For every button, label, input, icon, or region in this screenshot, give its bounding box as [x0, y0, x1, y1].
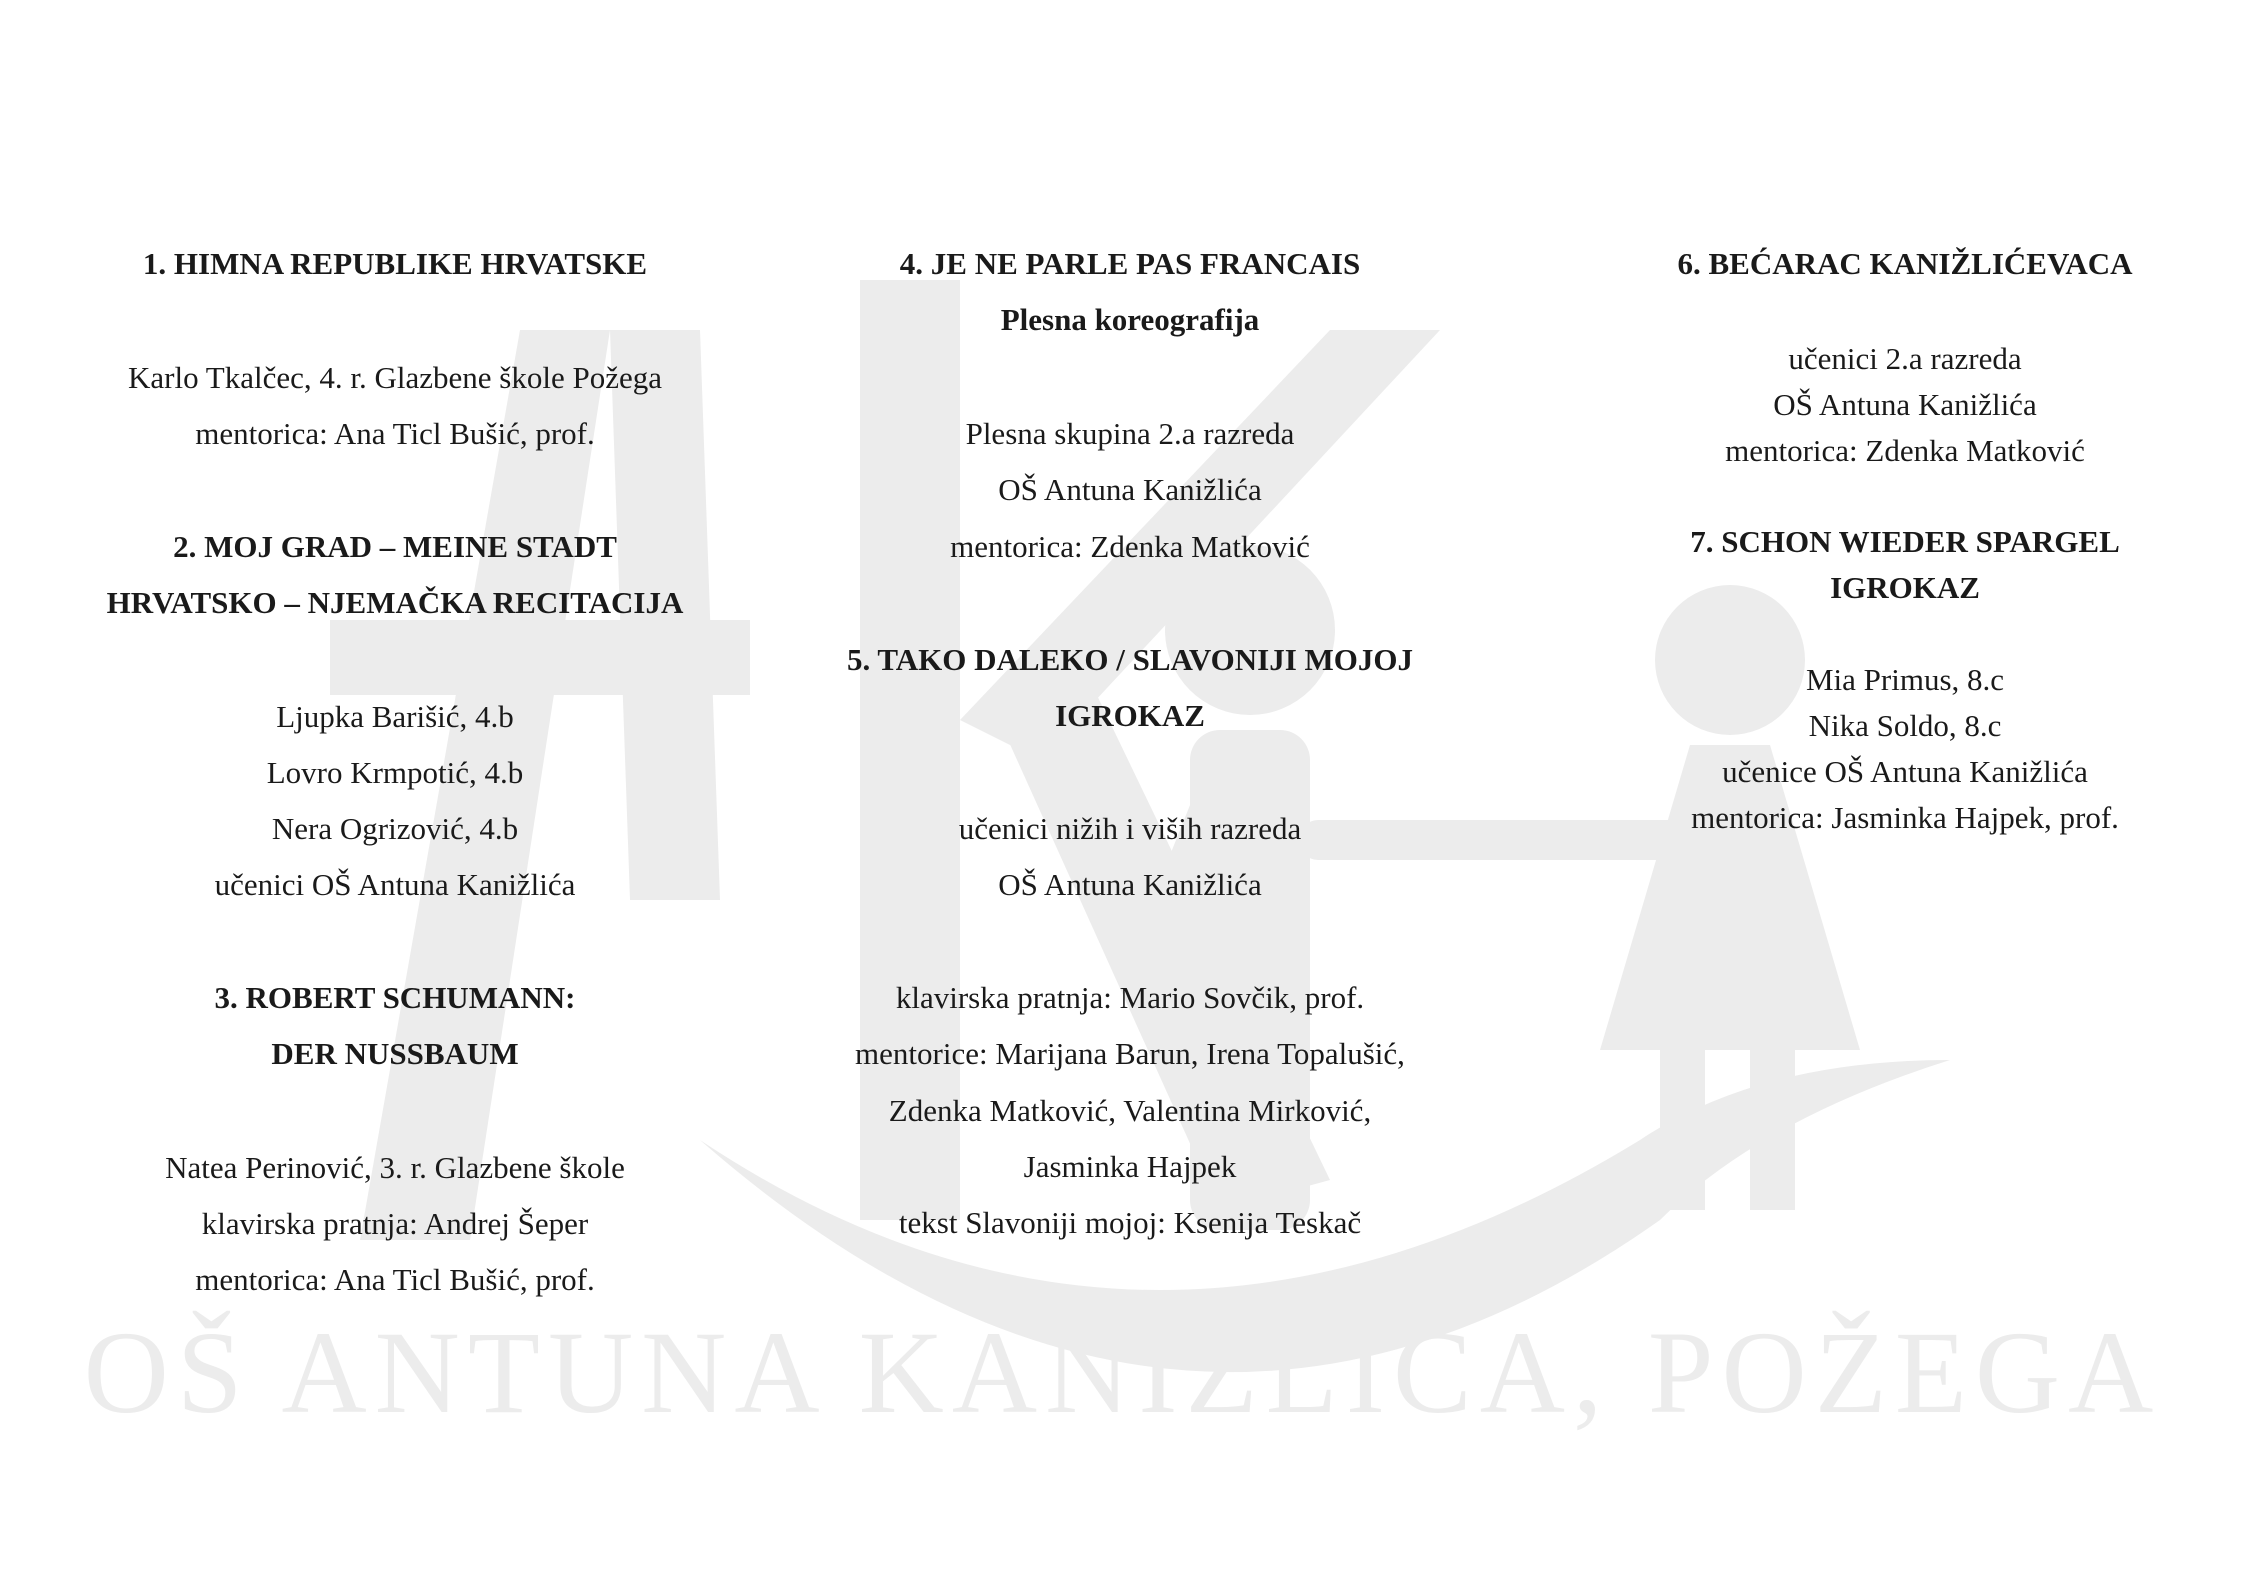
item-5-title: 5. TAKO DALEKO / SLAVONIJI MOJOJ — [846, 642, 1414, 677]
item-5-credit: klavirska pratnja: Mario Sovčik, prof. — [895, 980, 1365, 1015]
item-7-line: Mia Primus, 8.c — [1805, 662, 2005, 697]
item-3-subtitle: DER NUSSBAUM — [271, 1036, 519, 1071]
item-3-title: 3. ROBERT SCHUMANN: — [214, 980, 576, 1015]
item-6-line: učenici 2.a razreda — [1788, 341, 2022, 376]
item-7-line: mentorica: Jasminka Hajpek, prof. — [1691, 800, 2119, 835]
item-6-line: mentorica: Zdenka Matković — [1725, 433, 2085, 468]
item-2-line: Ljupka Barišić, 4.b — [276, 699, 514, 734]
item-5-subtitle: IGROKAZ — [1055, 698, 1205, 733]
item-4-line: mentorica: Zdenka Matković — [950, 529, 1310, 564]
item-2-line: Lovro Krmpotić, 4.b — [266, 755, 524, 790]
item-1-title: 1. HIMNA REPUBLIKE HRVATSKE — [142, 246, 648, 281]
item-2-line: učenici OŠ Antuna Kanižlića — [214, 867, 576, 902]
item-5-credit: tekst Slavoniji mojoj: Ksenija Teskač — [898, 1205, 1362, 1240]
item-2-line: Nera Ogrizović, 4.b — [271, 811, 519, 846]
item-5-line: učenici nižih i viših razreda — [958, 811, 1302, 846]
item-7-line: učenice OŠ Antuna Kanižlića — [1722, 754, 2088, 789]
item-3-line: klavirska pratnja: Andrej Šeper — [201, 1206, 589, 1241]
item-1-line: mentorica: Ana Ticl Bušić, prof. — [195, 416, 595, 451]
item-3-line: mentorica: Ana Ticl Bušić, prof. — [195, 1262, 595, 1297]
item-1-line: Karlo Tkalčec, 4. r. Glazbene škole Požega — [128, 360, 662, 395]
item-2-title: 2. MOJ GRAD – MEINE STADT — [173, 529, 617, 564]
item-3-line: Natea Perinović, 3. r. Glazbene škole — [165, 1150, 625, 1185]
item-4-title: 4. JE NE PARLE PAS FRANCAIS — [899, 246, 1361, 281]
item-2-subtitle: HRVATSKO – NJEMAČKA RECITACIJA — [106, 585, 684, 620]
item-4-line: Plesna skupina 2.a razreda — [965, 416, 1295, 451]
item-5-credit: mentorice: Marijana Barun, Irena Topalušić, — [855, 1036, 1405, 1071]
item-7-subtitle: IGROKAZ — [1830, 570, 1980, 605]
watermark-school-name: OŠ ANTUNA KANIŽLIĆA, POŽEGA — [83, 1307, 2162, 1438]
item-6-title: 6. BEĆARAC KANIŽLIĆEVACA — [1677, 246, 2133, 281]
item-7-title: 7. SCHON WIEDER SPARGEL — [1690, 524, 2120, 559]
item-5-credit: Jasminka Hajpek — [1023, 1149, 1237, 1184]
item-4-subtitle: Plesna koreografija — [1000, 302, 1260, 337]
item-5-line: OŠ Antuna Kanižlića — [998, 867, 1262, 902]
logo-figure-left — [1165, 545, 1335, 715]
item-5-credit: Zdenka Matković, Valentina Mirković, — [888, 1093, 1372, 1128]
item-6-line: OŠ Antuna Kanižlića — [1773, 387, 2037, 422]
item-4-line: OŠ Antuna Kanižlića — [998, 472, 1262, 507]
item-7-line: Nika Soldo, 8.c — [1808, 708, 2002, 743]
